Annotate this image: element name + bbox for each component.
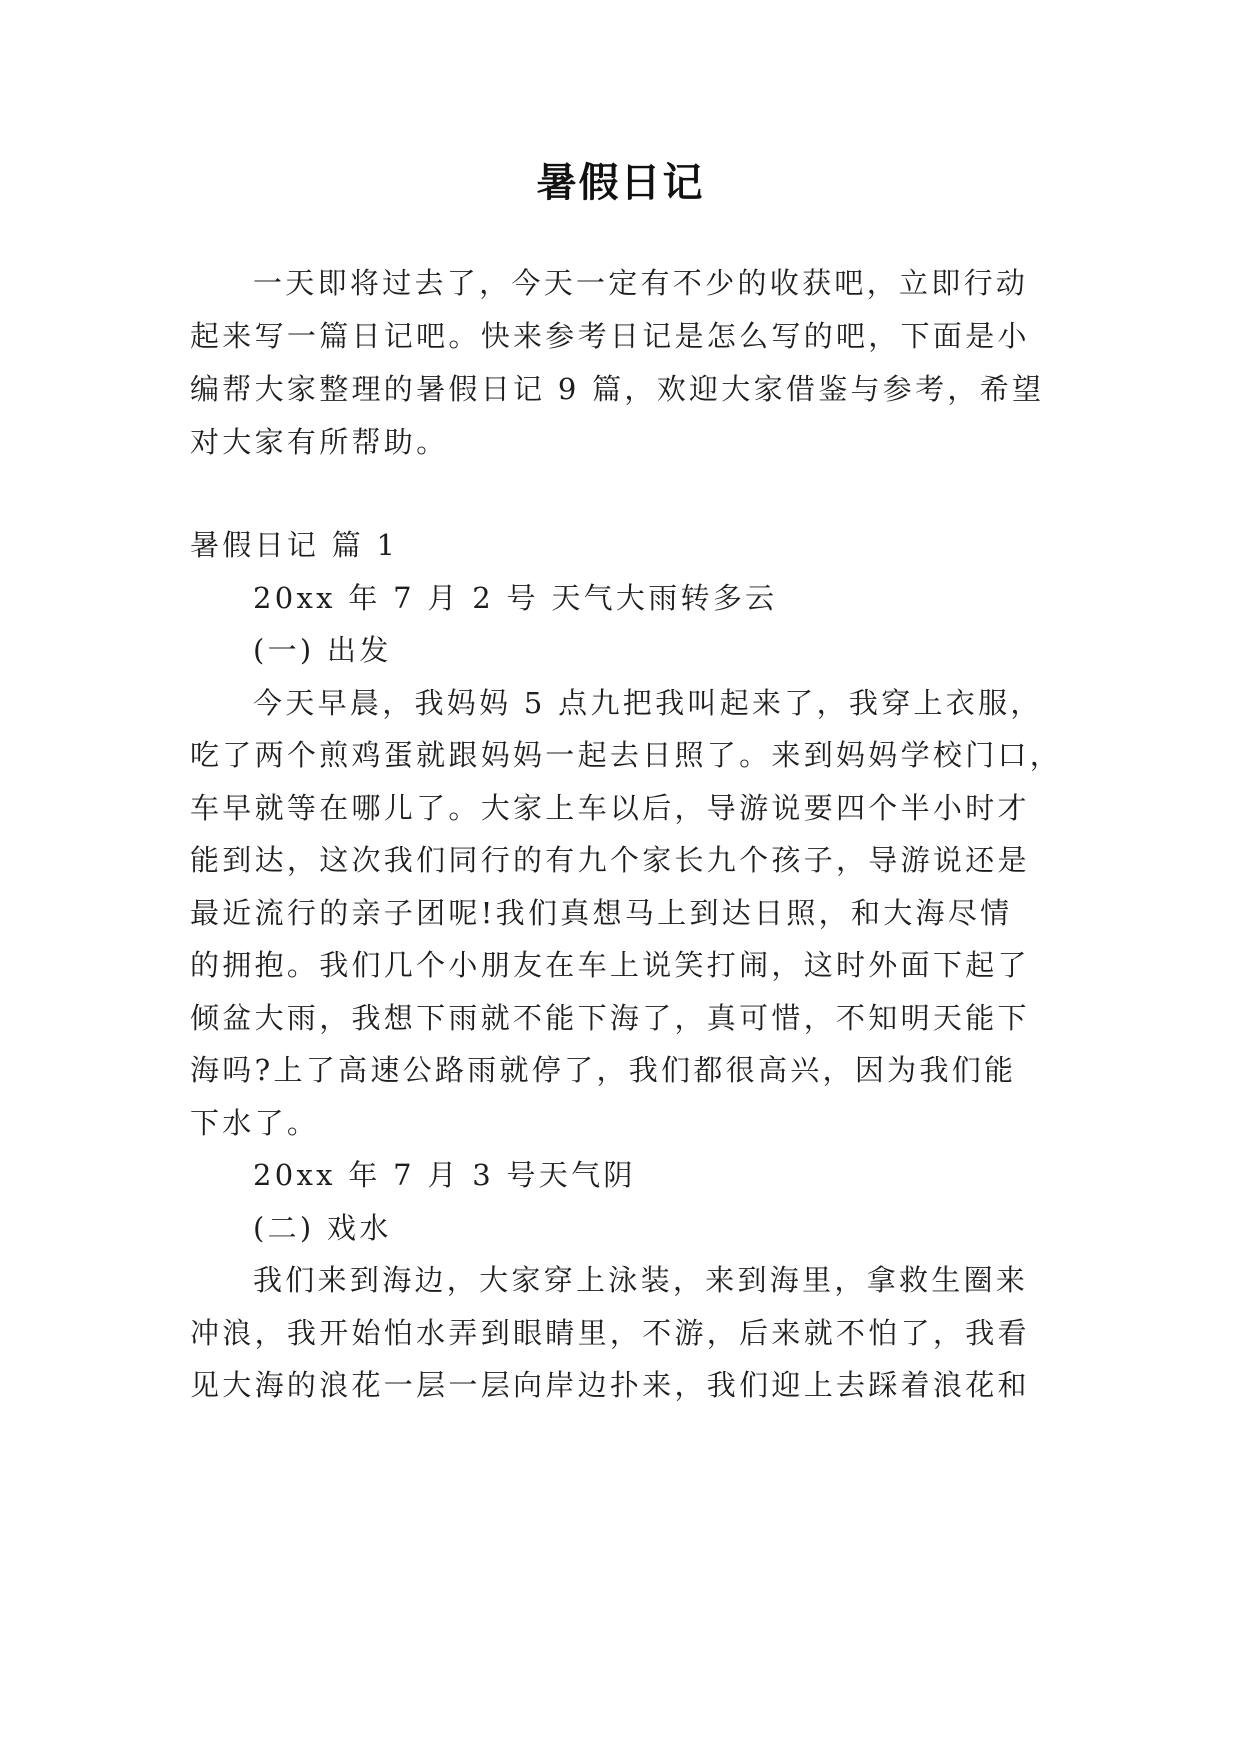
entry-subtitle: (一) 出发: [253, 633, 392, 667]
page-title: 暑假日记: [536, 160, 705, 206]
intro-line: 一天即将过去了，今天一定有不少的收获吧，立即行动: [253, 266, 1029, 300]
intro-line: 对大家有所帮助。: [190, 425, 449, 459]
intro-line: 起来写一篇日记吧。快来参考日记是怎么写的吧，下面是小: [190, 319, 1030, 353]
body-line: 见大海的浪花一层一层向岸边扑来，我们迎上去踩着浪花和: [190, 1368, 1030, 1402]
body-line: 车早就等在哪儿了。大家上车以后，导游说要四个半小时才: [190, 791, 1030, 825]
body-line: 的拥抱。我们几个小朋友在车上说笑打闹，这时外面下起了: [190, 948, 1030, 982]
entry-subtitle: (二) 戏水: [253, 1211, 392, 1245]
entry-date: 20xx 年 7 月 2 号 天气大雨转多云: [253, 581, 778, 615]
body-line: 能到达，这次我们同行的有九个家长九个孩子，导游说还是: [190, 843, 1030, 877]
body-line: 吃了两个煎鸡蛋就跟妈妈一起去日照了。来到妈妈学校门口，: [190, 738, 1063, 772]
section-heading: 暑假日记 篇 1: [190, 528, 399, 562]
body-line: 冲浪，我开始怕水弄到眼睛里，不游，后来就不怕了，我看: [190, 1316, 1030, 1350]
body-line: 海吗?上了高速公路雨就停了，我们都很高兴，因为我们能: [190, 1053, 1017, 1087]
body-line: 倾盆大雨，我想下雨就不能下海了，真可惜，不知明天能下: [190, 1001, 1030, 1035]
body-line: 今天早晨，我妈妈 5 点九把我叫起来了，我穿上衣服，: [253, 686, 1043, 720]
body-line: 我们来到海边，大家穿上泳装，来到海里，拿救生圈来: [253, 1263, 1029, 1297]
entry-date: 20xx 年 7 月 3 号天气阴: [253, 1158, 636, 1192]
body-line: 下水了。: [190, 1106, 320, 1140]
intro-line: 编帮大家整理的暑假日记 9 篇，欢迎大家借鉴与参考，希望: [190, 372, 1045, 406]
body-line: 最近流行的亲子团呢!我们真想马上到达日照，和大海尽情: [190, 896, 1013, 930]
